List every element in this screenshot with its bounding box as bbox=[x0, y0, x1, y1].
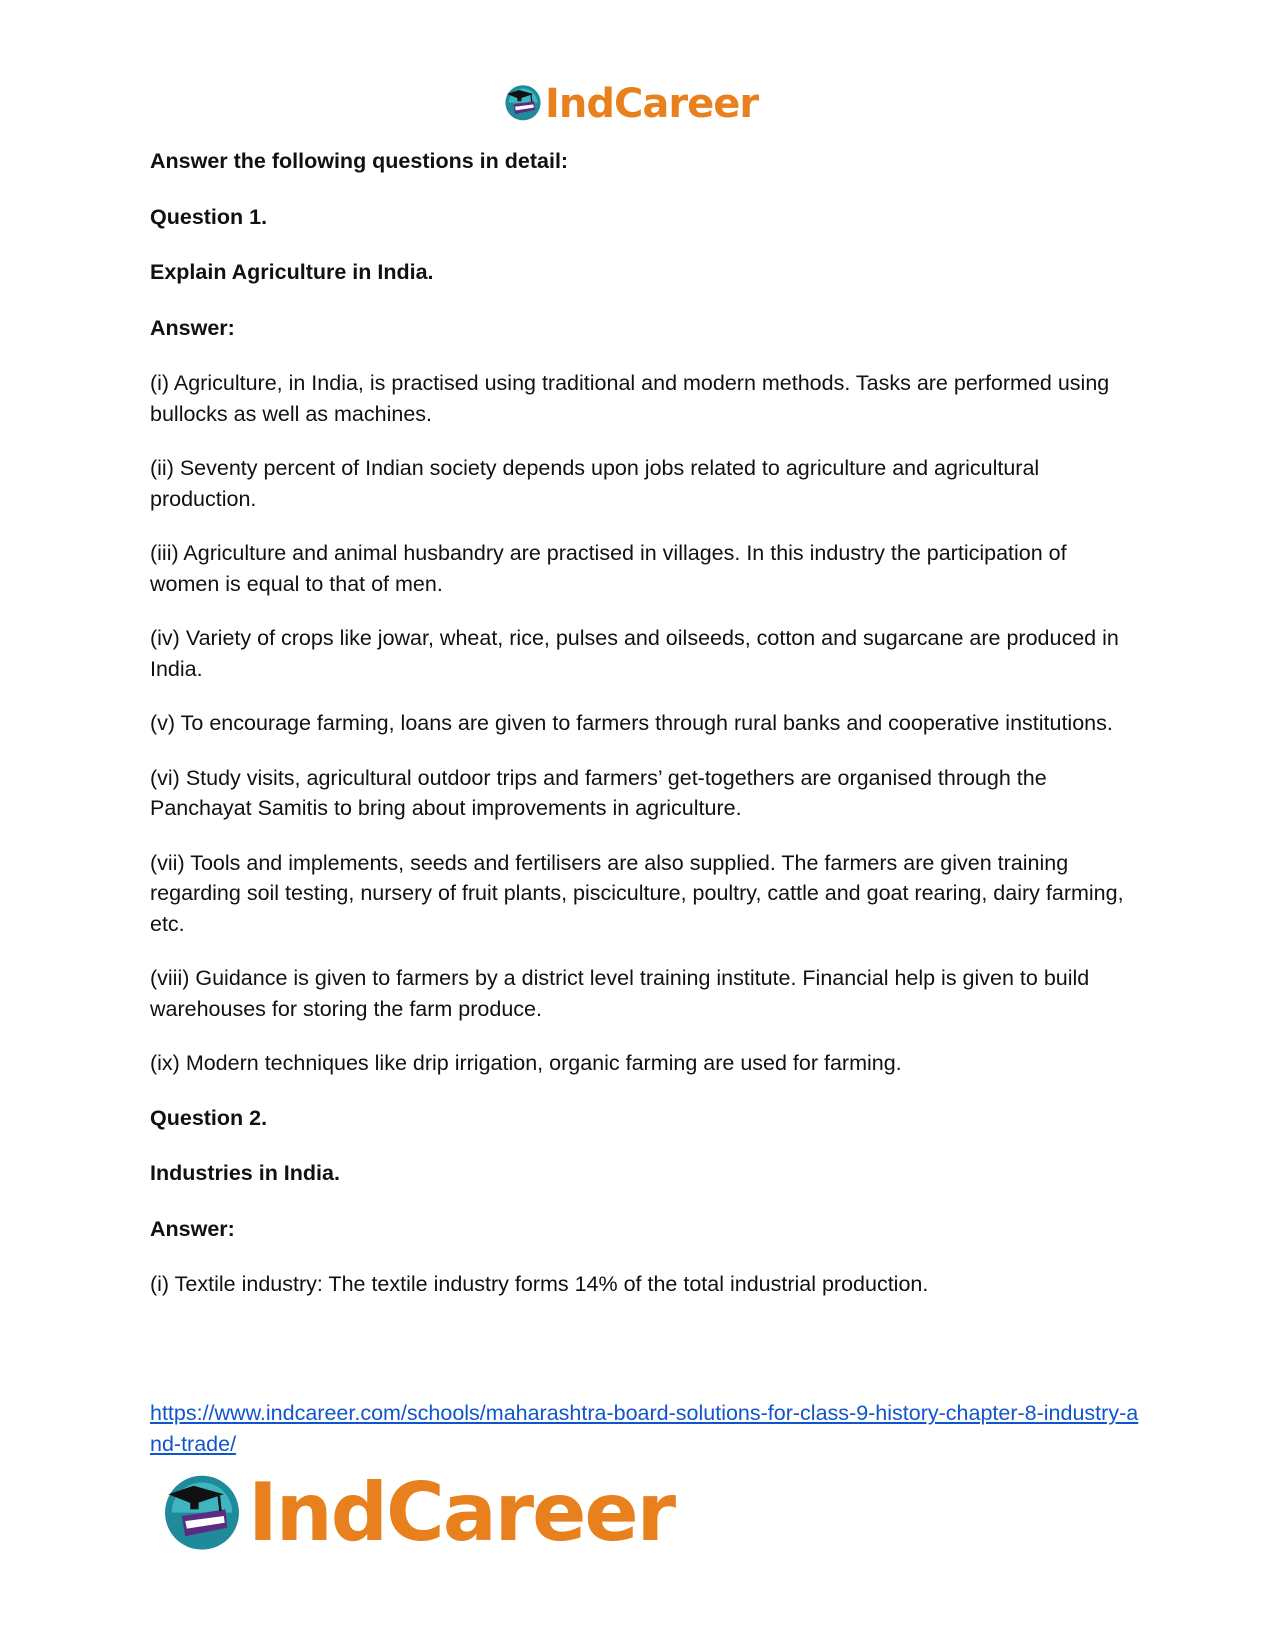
footer-logo-text: IndCareer bbox=[248, 1466, 675, 1559]
indcareer-logo-icon bbox=[503, 82, 543, 127]
question-title: Industries in India. bbox=[150, 1161, 340, 1185]
question-number: Question 1. bbox=[150, 204, 268, 229]
header-logo-text: IndCareer bbox=[545, 81, 759, 127]
document-body bbox=[150, 146, 1140, 1324]
header-logo bbox=[503, 80, 758, 128]
answer-point: (iii) Agriculture and animal husbandry are practised in villages. In this industry the participation of women is equal to that of men. bbox=[150, 541, 1067, 596]
question-number: Question 2. bbox=[150, 1105, 268, 1130]
answer-point: (viii) Guidance is given to farmers by a district level training institute. Financial help is given to build warehouses for storing the farm produce. bbox=[150, 966, 1090, 1021]
answer-point: (iv) Variety of crops like jowar, wheat, rice, pulses and oilseeds, cotton and sugarcane are produced in India. bbox=[150, 626, 1119, 681]
answer-point: (v) To encourage farming, loans are given to farmers through rural banks and cooperative institutions. bbox=[150, 711, 1113, 735]
answer-point: (ii) Seventy percent of Indian society depends upon jobs related to agriculture and agricultural production. bbox=[150, 456, 1040, 511]
question-title: Explain Agriculture in India. bbox=[150, 260, 434, 284]
source-link[interactable]: https://www.indcareer.com/schools/maharashtra-board-solutions-for-class-9-history-chapter-8-industry-and-trade/ bbox=[150, 1401, 1139, 1456]
answer-point: (vii) Tools and implements, seeds and fertilisers are also supplied. The farmers are given training regarding soil testing, nursery of fruit plants, pisciculture, poultry, cattle and goat rearing, dairy farming, etc. bbox=[150, 850, 1124, 936]
answer-label: Answer: bbox=[150, 1216, 235, 1241]
answer-point: (vi) Study visits, agricultural outdoor trips and farmers’ get-togethers are organised through the Panchayat Samitis to bring about improvements in agriculture. bbox=[150, 765, 1047, 820]
answer-point: (i) Textile industry: The textile industry forms 14% of the total industrial production. bbox=[150, 1272, 929, 1296]
intro-heading: Answer the following questions in detail: bbox=[150, 149, 569, 173]
answer-point: (ix) Modern techniques like drip irrigation, organic farming are used for farming. bbox=[150, 1051, 902, 1075]
answer-label: Answer: bbox=[150, 315, 235, 340]
footer-logo bbox=[160, 1468, 674, 1558]
indcareer-logo-icon bbox=[160, 1469, 244, 1558]
answer-point: (i) Agriculture, in India, is practised using traditional and modern methods. Tasks are performed using bullocks as well as machines. bbox=[150, 371, 1110, 426]
